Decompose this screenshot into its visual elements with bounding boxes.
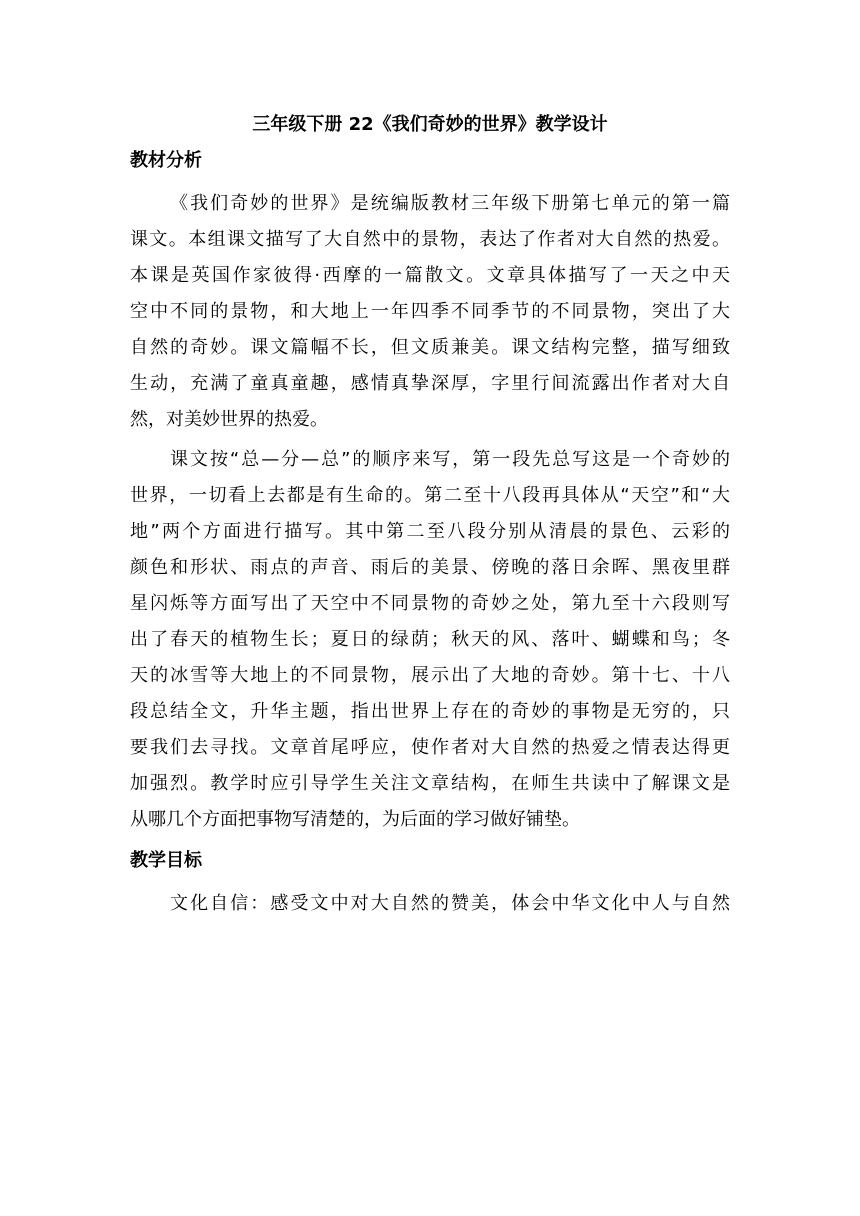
paragraph-line: 课文按“总—分—总”的顺序来写，第一段先总写这是一个奇妙的 [170,449,730,470]
paragraph-line: 段总结全文，升华主题，指出世界上存在的奇妙的事物是无穷的，只 [130,701,730,722]
section-heading-teaching-objectives: 教学目标 [130,850,202,871]
paragraph-line: 世界，一切看上去都是有生命的。第二至十八段再具体从“天空”和“大 [130,485,730,506]
paragraph-line: 《我们奇妙的世界》是统编版教材三年级下册第七单元的第一篇 [170,193,730,214]
paragraph-line: 地”两个方面进行描写。其中第二至八段分别从清晨的景色、云彩的 [130,521,730,542]
paragraph-analysis-1 [130,186,730,438]
paragraph-line: 课文。本组课文描写了大自然中的景物，表达了作者对大自然的热爱。 [130,229,730,250]
paragraph-line: 出了春天的植物生长；夏日的绿荫；秋天的风、落叶、蝴蝶和鸟；冬 [130,629,730,650]
paragraph-line: 自然的奇妙。课文篇幅不长，但文质兼美。课文结构完整，描写细致 [130,337,730,358]
paragraph-line: 空中不同的景物，和大地上一年四季不同季节的不同景物，突出了大 [130,301,730,322]
paragraph-line: 加强烈。教学时应引导学生关注文章结构，在师生共读中了解课文是 [130,773,730,794]
section-heading-textbook-analysis: 教材分析 [130,150,202,171]
document-title: 三年级下册 22《我们奇妙的世界》教学设计 [252,114,608,135]
paragraph-analysis-2 [130,442,730,838]
paragraph-line: 颜色和形状、雨点的声音、雨后的美景、傍晚的落日余晖、黑夜里群 [130,557,730,578]
paragraph-line: 生动，充满了童真童趣，感情真挚深厚，字里行间流露出作者对大自 [130,373,730,394]
paragraph-line: 星闪烁等方面写出了天空中不同景物的奇妙之处，第九至十六段则写 [130,593,730,614]
paragraph-line: 然，对美妙世界的热爱。 [130,409,328,430]
paragraph-line: 要我们去寻找。文章首尾呼应，使作者对大自然的热爱之情表达得更 [130,737,730,758]
paragraph-line: 本课是英国作家彼得·西摩的一篇散文。文章具体描写了一天之中天 [130,265,730,286]
paragraph-objectives-1 [130,886,730,922]
paragraph-line: 天的冰雪等大地上的不同景物，展示出了大地的奇妙。第十七、十八 [130,665,730,686]
paragraph-line: 从哪几个方面把事物写清楚的，为后面的学习做好铺垫。 [130,809,580,830]
paragraph-line: 文化自信：感受文中对大自然的赞美，体会中华文化中人与自然 [170,893,730,914]
document-page [130,112,730,922]
